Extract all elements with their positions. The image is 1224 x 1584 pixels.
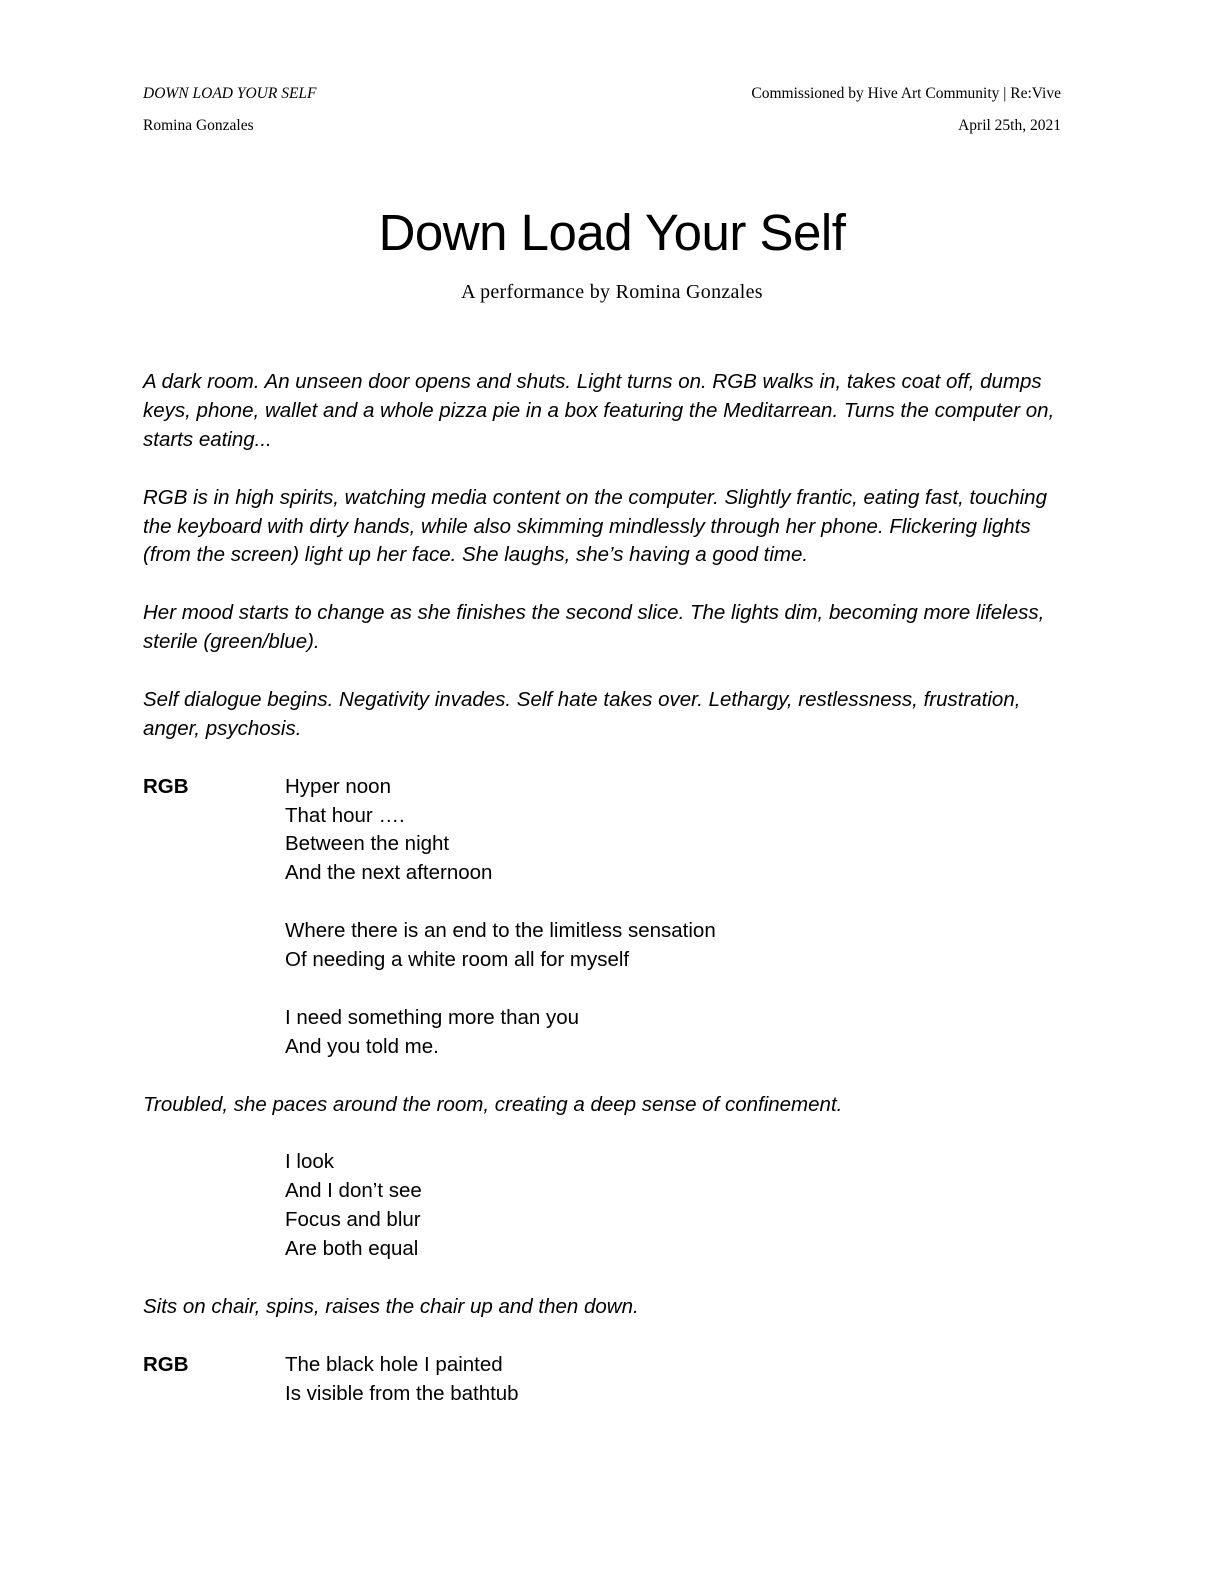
speaker-name: RGB (143, 1352, 189, 1376)
document-subtitle: A performance by Romina Gonzales (461, 281, 763, 303)
stanza (285, 1148, 1068, 1264)
dialogue-lines (285, 773, 1068, 1062)
header-short-title: DOWN LOAD YOUR SELF (143, 85, 317, 102)
header-commission: Commissioned by Hive Art Community | Re:Vive (751, 85, 1061, 102)
stage-direction: Troubled, she paces around the room, creating a deep sense of confinement. (143, 1092, 843, 1116)
document-title: Down Load Your Self (378, 204, 846, 261)
dialogue-line: I look (285, 1150, 334, 1174)
dialogue-lines (285, 1351, 1068, 1409)
dialogue-line: I need something more than you (285, 1005, 580, 1029)
dialogue-line: And you told me. (285, 1034, 439, 1058)
dialogue-block (143, 773, 1068, 1062)
dialogue-line: Hyper noon (285, 774, 391, 798)
header-date: April 25th, 2021 (958, 117, 1061, 134)
speaker-name (143, 1148, 285, 1264)
stage-direction: RGB is in high spirits, watching media content on the computer. Slightly frantic, eating fast, touching the keyboard with dirty hands, while also skimming mindlessly through her phone. Flickering lights (from the screen) light up her face. She laughs, she’s having a good time. (143, 485, 1047, 567)
dialogue-line: Focus and blur (285, 1208, 421, 1232)
dialogue-line: Between the night (285, 832, 450, 856)
dialogue-lines (285, 1148, 1068, 1264)
stage-direction: A dark room. An unseen door opens and shuts. Light turns on. RGB walks in, takes coat off, dumps keys, phone, wallet and a whole pizza pie in a box featuring the Meditarrean. Turns the computer on, starts eating... (143, 370, 1055, 451)
dialogue-line: That hour …. (285, 803, 405, 827)
dialogue-line: The black hole I painted (285, 1352, 503, 1376)
stanza (285, 917, 1068, 975)
page-header (143, 78, 1061, 142)
header-row-top (143, 78, 1061, 110)
stanza (285, 1351, 1068, 1409)
dialogue-line: Are both equal (285, 1237, 419, 1261)
dialogue-line: And the next afternoon (285, 861, 493, 885)
dialogue-line: And I don’t see (285, 1179, 422, 1203)
dialogue-block (143, 1148, 1068, 1264)
stage-direction: Self dialogue begins. Negativity invades. Self hate takes over. Lethargy, restlessness, frustration, anger, psychosis. (143, 687, 1021, 740)
dialogue-line: Of needing a white room all for myself (285, 948, 630, 972)
speaker-name: RGB (143, 774, 189, 798)
dialogue-block (143, 1351, 1068, 1409)
dialogue-line: Where there is an end to the limitless sensation (285, 919, 716, 943)
dialogue-line: Is visible from the bathtub (285, 1381, 519, 1405)
header-row-bottom (143, 110, 1061, 142)
stage-direction: Sits on chair, spins, raises the chair up and then down. (143, 1294, 639, 1318)
stanza (285, 1004, 1068, 1062)
stanza (285, 773, 1068, 889)
script-body (143, 368, 1068, 1437)
header-author: Romina Gonzales (143, 117, 254, 134)
stage-direction: Her mood starts to change as she finishes the second slice. The lights dim, becoming more lifeless, sterile (green/blue). (143, 601, 1045, 654)
